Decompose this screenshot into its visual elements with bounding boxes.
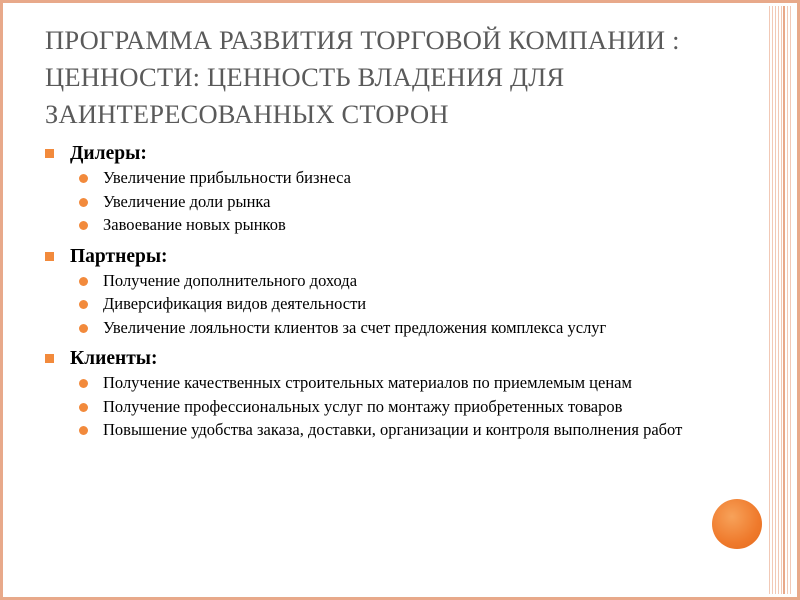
dot-bullet-icon [79, 426, 88, 435]
group-dealers [45, 141, 695, 234]
slide-content [45, 141, 695, 449]
bullet-text: Увеличение лояльности клиентов за счет предложения комплекса услуг [103, 317, 607, 337]
square-bullet-icon [45, 149, 54, 158]
bullet-item [103, 398, 695, 416]
group-heading [45, 244, 695, 270]
dot-bullet-icon [79, 174, 88, 183]
bullet-text: Увеличение прибыльности бизнеса [103, 168, 351, 187]
bullet-item [103, 421, 695, 439]
dot-bullet-icon [79, 324, 88, 333]
square-bullet-icon [45, 252, 54, 261]
slide-title: ПРОГРАММА РАЗВИТИЯ ТОРГОВОЙ КОМПАНИИ : ЦЕННОСТИ: ЦЕННОСТЬ ВЛАДЕНИЯ ДЛЯ ЗАИНТЕРЕСОВАННЫХ СТОРОН [45, 25, 680, 129]
bullet-list [45, 374, 695, 439]
frame-top-border [0, 0, 800, 3]
dot-bullet-icon [79, 300, 88, 309]
bullet-text: Повышение удобства заказа, доставки, организации и контроля выполнения работ [103, 420, 683, 439]
bullet-item [103, 374, 695, 392]
bullet-item [103, 216, 695, 234]
bullet-text: Диверсификация видов деятельности [103, 294, 367, 313]
bullet-list [45, 272, 695, 337]
bullet-item [103, 272, 695, 290]
group-heading-label: Дилеры: [70, 143, 147, 164]
decorative-rail-line [783, 6, 785, 594]
bullet-text: Завоевание новых рынков [103, 215, 286, 234]
bullet-text: Получение профессиональных услуг по монтажу приобретенных товаров [103, 396, 623, 416]
dot-bullet-icon [79, 379, 88, 388]
frame-left-border [0, 0, 3, 600]
dot-bullet-icon [79, 221, 88, 230]
bullet-item [103, 319, 695, 337]
bullet-list [45, 169, 695, 234]
group-heading [45, 346, 695, 372]
dot-bullet-icon [79, 198, 88, 207]
group-clients [45, 346, 695, 439]
group-heading-label: Партнеры: [70, 245, 168, 267]
group-partners [45, 244, 695, 337]
decorative-orange-circle [712, 499, 762, 549]
bullet-text: Получение дополнительного дохода [103, 270, 358, 290]
dot-bullet-icon [79, 403, 88, 412]
bullet-text: Увеличение доли рынка [103, 191, 271, 211]
bullet-text: Получение качественных строительных материалов по приемлемым ценам [103, 373, 632, 392]
square-bullet-icon [45, 354, 54, 363]
dot-bullet-icon [79, 277, 88, 286]
bullet-item [103, 169, 695, 187]
bullet-item [103, 193, 695, 211]
decorative-stripe-rail [769, 6, 793, 594]
group-heading [45, 141, 695, 167]
bullet-item [103, 295, 695, 313]
group-heading-label: Клиенты: [70, 348, 158, 369]
